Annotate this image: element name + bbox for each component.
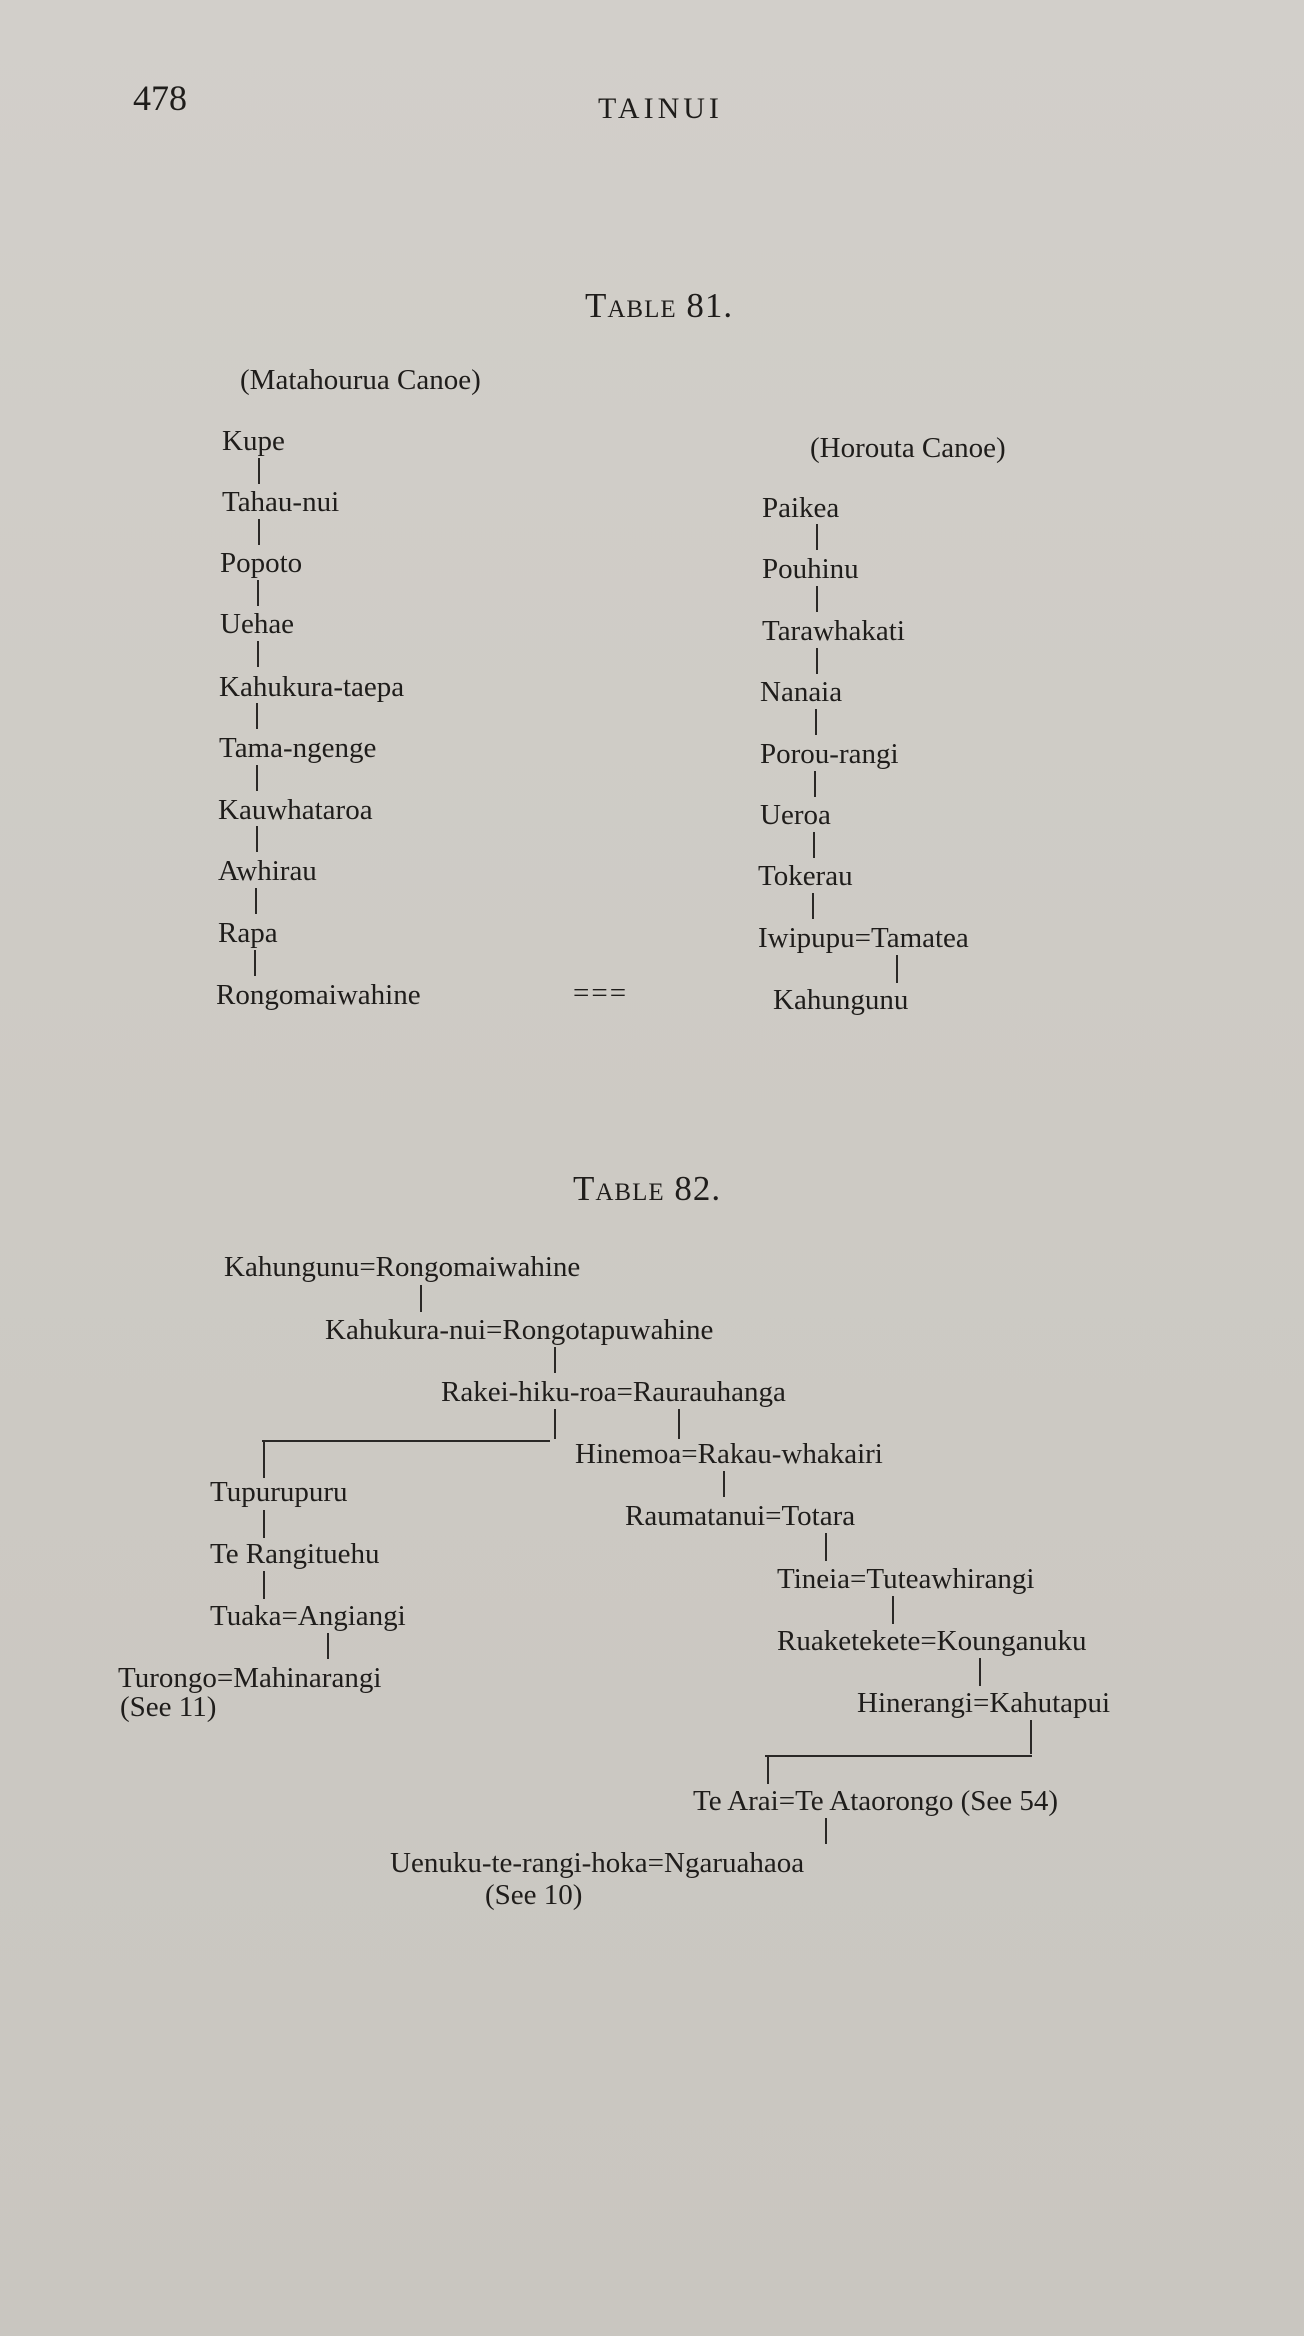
descent-line [816, 648, 818, 674]
descent-line [258, 519, 260, 545]
table-82-title-text: Table 82. [573, 1169, 722, 1208]
genealogy-name: Tahau-nui [222, 486, 340, 518]
descent-line [258, 458, 260, 484]
descent-line [256, 765, 258, 791]
genealogy-couple: Kahungunu=Rongomaiwahine [224, 1251, 581, 1283]
descent-line [255, 888, 257, 914]
descent-line [816, 586, 818, 612]
genealogy-couple: Tuaka=Angiangi [210, 1600, 406, 1632]
descent-line [678, 1409, 680, 1439]
descent-line [554, 1409, 556, 1439]
descent-line [1030, 1720, 1032, 1754]
descent-line [263, 1510, 265, 1538]
descent-line [256, 703, 258, 729]
horouta-heading: (Horouta Canoe) [810, 432, 1006, 464]
sibling-bar [262, 1440, 550, 1442]
genealogy-couple: Raumatanui=Totara [625, 1500, 856, 1532]
genealogy-couple: Kahukura-nui=Rongotapuwahine [325, 1314, 714, 1346]
see-reference: (See 11) [120, 1691, 217, 1723]
descent-line [257, 580, 259, 606]
descent-line [892, 1596, 894, 1624]
genealogy-name: Pouhinu [762, 553, 859, 585]
descent-line [812, 893, 814, 919]
genealogy-name: Rapa [218, 917, 278, 949]
descent-line [723, 1471, 725, 1497]
genealogy-couple: Rakei-hiku-roa=Raurauhanga [441, 1376, 786, 1408]
descent-line [254, 950, 256, 976]
descent-line [767, 1755, 769, 1784]
genealogy-name: Kahukura-taepa [219, 671, 405, 703]
genealogy-couple: Uenuku-te-rangi-hoka=Ngaruahaoa [390, 1847, 805, 1879]
genealogy-name: Tama-ngenge [219, 732, 377, 764]
descent-line [816, 524, 818, 550]
descent-line [815, 709, 817, 735]
genealogy-name: Paikea [762, 492, 840, 524]
genealogy-name: Rongomaiwahine [216, 979, 421, 1011]
matahourua-heading: (Matahourua Canoe) [240, 364, 481, 396]
table-82-title [573, 1171, 721, 1206]
genealogy-couple: Turongo=Mahinarangi [118, 1662, 382, 1694]
descent-line [814, 771, 816, 797]
descent-line [420, 1285, 422, 1312]
genealogy-name: Tokerau [758, 860, 853, 892]
genealogy-name: Nanaia [760, 676, 843, 708]
genealogy-name: Te Rangituehu [210, 1538, 380, 1570]
descent-line [257, 641, 259, 667]
sibling-bar [765, 1755, 1032, 1757]
genealogy-couple: Hinerangi=Kahutapui [857, 1687, 1111, 1719]
running-title: TAINUI [598, 92, 723, 125]
genealogy-name: Awhirau [218, 855, 317, 887]
genealogy-name: Uehae [220, 608, 295, 640]
genealogy-name: Ueroa [760, 799, 831, 831]
descent-line [979, 1658, 981, 1686]
table-81-title [585, 288, 733, 323]
genealogy-name: Iwipupu=Tamatea [758, 922, 969, 954]
genealogy-name: Tupurupuru [210, 1476, 348, 1508]
genealogy-couple: Tineia=Tuteawhirangi [777, 1563, 1035, 1595]
descent-line [554, 1347, 556, 1373]
descent-line [263, 1571, 265, 1599]
descent-line [263, 1440, 265, 1478]
descent-line [825, 1533, 827, 1561]
genealogy-couple: Ruaketekete=Kounganuku [777, 1625, 1087, 1657]
page-number: 478 [133, 78, 187, 118]
marriage-symbol: === [573, 977, 629, 1009]
genealogy-couple: Hinemoa=Rakau-whakairi [575, 1438, 883, 1470]
genealogy-name: Tarawhakati [762, 615, 905, 647]
see-reference: (See 10) [485, 1879, 583, 1911]
descent-line [327, 1633, 329, 1659]
table-81-title-text: Table 81. [585, 286, 734, 325]
descent-line [825, 1818, 827, 1844]
genealogy-name: Kahungunu [773, 984, 909, 1016]
genealogy-name: Kauwhataroa [218, 794, 373, 826]
descent-line [896, 955, 898, 983]
descent-line [256, 826, 258, 852]
descent-line [813, 832, 815, 858]
genealogy-name: Kupe [222, 425, 285, 457]
genealogy-couple: Te Arai=Te Ataorongo (See 54) [693, 1785, 1059, 1817]
genealogy-name: Porou-rangi [760, 738, 899, 770]
genealogy-name: Popoto [220, 547, 303, 579]
